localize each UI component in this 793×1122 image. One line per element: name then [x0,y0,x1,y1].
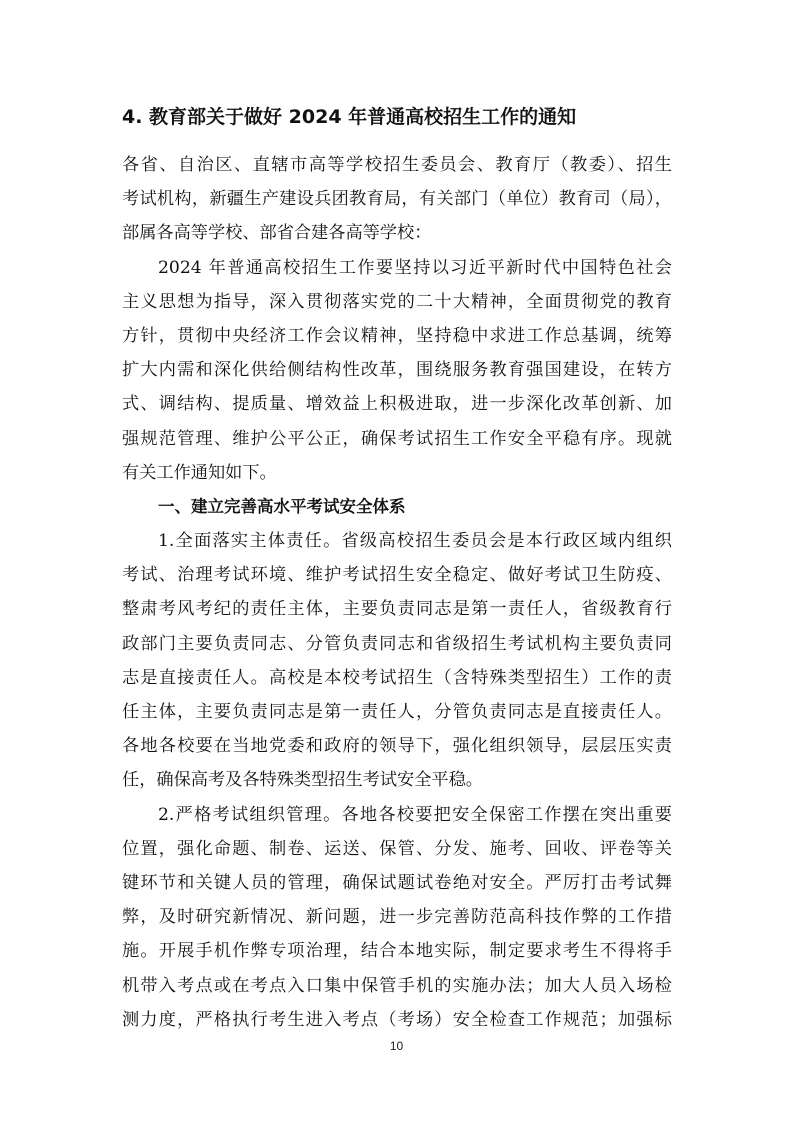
document-body [122,148,672,1037]
body-line: 施。开展手机作弊专项治理，结合本地实际，制定要求考生不得将手 [122,941,672,962]
body-line: 扩大内需和深化供给侧结构性改革，围绕服务教育强国建设，在转方 [122,360,672,381]
page-number: 10 [389,1039,404,1053]
body-line: 测力度，严格执行考生进入考点（考场）安全检查工作规范；加强标 [122,1009,672,1030]
body-line: 弊，及时研究新情况、新问题，进一步完善防范高科技作弊的工作措 [122,907,672,928]
body-line: 有关工作通知如下。 [122,462,277,483]
section-heading: 一、建立完善高水平考试安全体系 [158,496,406,516]
body-line: 志是直接责任人。高校是本校考试招生（含特殊类型招生）工作的责 [122,667,672,688]
body-line: 各地各校要在当地党委和政府的领导下，强化组织领导，层层压实责 [122,736,672,757]
body-line: 考试、治理考试环境、维护考试招生安全稳定、做好考试卫生防疫、 [122,565,672,586]
body-line: 整肃考风考纪的责任主体，主要负责同志是第一责任人，省级教育行 [122,599,672,620]
body-line: 任，确保高考及各特殊类型招生考试安全平稳。 [122,770,483,791]
body-line: 键环节和关键人员的管理，确保试题试卷绝对安全。严厉打击考试舞 [122,872,672,893]
body-line: 机带入考点或在考点入口集中保管手机的实施办法；加大人员入场检 [122,975,672,996]
body-line: 2.严格考试组织管理。各地各校要把安全保密工作摆在突出重要 [158,804,672,825]
body-line: 各省、自治区、直辖市高等学校招生委员会、教育厅（教委）、招生 [122,155,672,175]
body-line: 任主体，主要负责同志是第一责任人，分管负责同志是直接责任人。 [122,702,672,722]
body-line: 式、调结构、提质量、增效益上积极进取，进一步深化改革创新、加 [122,394,672,415]
body-line: 政部门主要负责同志、分管负责同志和省级招生考试机构主要负责同 [122,633,672,654]
body-line: 考试机构，新疆生产建设兵团教育局，有关部门（单位）教育司（局）， [122,189,672,210]
body-line: 2024 年普通高校招生工作要坚持以习近平新时代中国特色社会 [158,257,672,278]
body-line: 1.全面落实主体责任。省级高校招生委员会是本行政区域内组织 [158,531,672,552]
body-line: 主义思想为指导，深入贯彻落实党的二十大精神，全面贯彻党的教育 [122,291,672,312]
document-title: 4. 教育部关于做好 2024 年普通高校招生工作的通知 [122,106,577,128]
body-line: 强规范管理、维护公平公正，确保考试招生工作安全平稳有序。现就 [122,428,672,449]
body-line: 方针，贯彻中央经济工作会议精神，坚持稳中求进工作总基调，统筹 [122,325,672,346]
body-line: 部属各高等学校、部省合建各高等学校： [122,223,432,244]
body-line: 位置，强化命题、制卷、运送、保管、分发、施考、回收、评卷等关 [122,838,672,859]
